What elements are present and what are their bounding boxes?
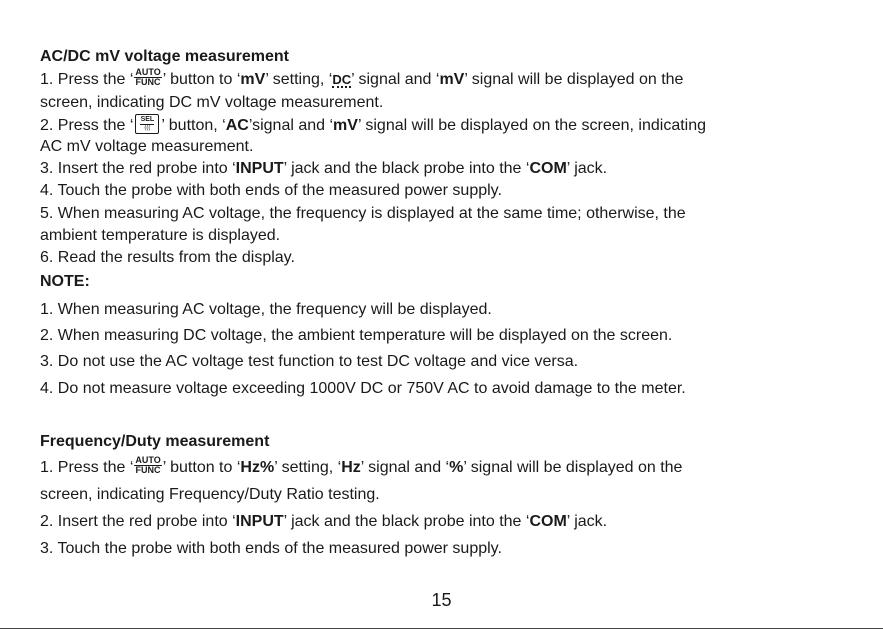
step-1-line: 1. Press the ‘ AUTO FUNC ’ button to ‘mV’ setting, ‘DC’ signal and ‘mV’ signal will be displayed on the bbox=[40, 67, 684, 88]
step-5-line: 5. When measuring AC voltage, the frequency is displayed at the same time; otherwise, the bbox=[40, 205, 686, 222]
auto-func-button-icon: AUTO FUNC bbox=[135, 455, 161, 476]
note-item: 1. When measuring AC voltage, the frequency will be displayed. bbox=[40, 301, 492, 318]
mv-ac-dc-symbol-icon: mV bbox=[240, 71, 266, 88]
dc-symbol-icon: DC bbox=[332, 72, 352, 87]
auto-func-button-icon: AUTO FUNC bbox=[135, 67, 161, 88]
step-6-line: 6. Read the results from the display. bbox=[40, 249, 295, 266]
freq-step-1-line: 1. Press the ‘ AUTO FUNC ’ button to ‘Hz%’ setting, ‘Hz’ signal and ‘%’ signal will be displayed on the bbox=[40, 455, 683, 476]
step-1-continuation: screen, indicating DC mV voltage measurement. bbox=[40, 94, 384, 111]
page-number: 15 bbox=[431, 590, 452, 610]
ac-symbol-icon: AC bbox=[225, 117, 249, 135]
section-heading-frequency-duty: Frequency/Duty measurement bbox=[40, 433, 270, 450]
step-3-line: 3. Insert the red probe into ‘INPUT’ jack and the black probe into the ‘COM’ jack. bbox=[40, 160, 608, 177]
step-2-continuation: AC mV voltage measurement. bbox=[40, 138, 254, 155]
section-heading-acdc-mv: AC/DC mV voltage measurement bbox=[40, 48, 289, 65]
step-4-line: 4. Touch the probe with both ends of the measured power supply. bbox=[40, 182, 502, 199]
note-item: 3. Do not use the AC voltage test function to test DC voltage and vice versa. bbox=[40, 353, 579, 370]
step-5-continuation: ambient temperature is displayed. bbox=[40, 227, 281, 244]
freq-step-2-line: 2. Insert the red probe into ‘INPUT’ jack and the black probe into the ‘COM’ jack. bbox=[40, 513, 608, 530]
page-bottom-rule bbox=[0, 628, 883, 629]
freq-step-3-line: 3. Touch the probe with both ends of the measured power supply. bbox=[40, 540, 502, 557]
note-item: 4. Do not measure voltage exceeding 1000V DC or 750V AC to avoid damage to the meter. bbox=[40, 380, 686, 397]
sel-button-icon: SEL ((( bbox=[135, 114, 159, 134]
step-2-line: 2. Press the ‘ SEL ((( ’ button, ‘AC’signal and ‘mV’ signal will be displayed on the screen, indicating bbox=[40, 116, 707, 135]
freq-step-1-continuation: screen, indicating Frequency/Duty Ratio testing. bbox=[40, 486, 380, 503]
note-heading: NOTE: bbox=[40, 273, 90, 290]
note-item: 2. When measuring DC voltage, the ambient temperature will be displayed on the screen. bbox=[40, 327, 673, 344]
